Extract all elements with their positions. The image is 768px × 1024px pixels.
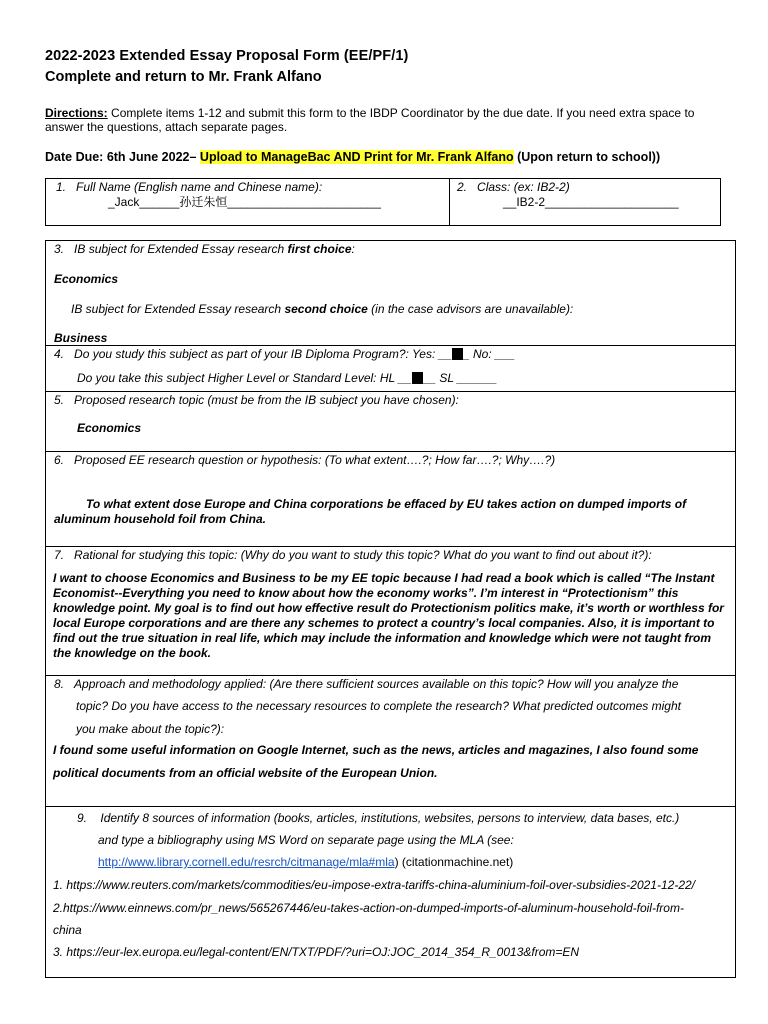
item6-label: 6. Proposed EE research question or hypothesis: (To what extent….?; How far….?; Why….?) — [54, 453, 556, 467]
research-question-line2[interactable]: aluminum household foil from China. — [54, 512, 266, 526]
item9-label-line2: and type a bibliography using MS Word on separate page using the MLA (see: — [98, 833, 514, 847]
directions — [45, 106, 735, 134]
source-2-line2[interactable]: china — [53, 923, 82, 937]
proposal-table — [45, 240, 736, 978]
yes-filled-mark[interactable] — [452, 348, 463, 360]
first-choice-value[interactable]: Economics — [54, 272, 119, 286]
item8-label-line1: 8. Approach and methodology applied: (Are there sufficient sources available on this topic? How will you analyze the — [54, 677, 679, 691]
item5-label: 5. Proposed research topic (must be from the IB subject you have chosen): — [54, 393, 459, 407]
due-date-suffix: (Upon return to school)) — [513, 150, 661, 164]
form-title: 2022-2023 Extended Essay Proposal Form (EE/PF/1) — [45, 48, 409, 64]
item7-label: 7. Rational for studying this topic: (Why do you want to study this topic? What do you want to find out about it?): — [54, 548, 652, 562]
item9-label-line1: 9. Identify 8 sources of information (books, articles, institutions, websites, persons to interview, data bases, etc.) — [77, 811, 680, 825]
class-value[interactable]: __IB2-2____________________ — [503, 195, 679, 209]
rationale-answer[interactable]: I want to choose Economics and Business to be my EE topic because I had read a book which is called “The Instant Economist--Everything you need to know about how the economy works”. I’m interest in “Protectionism” this knowledge point. My goal is to find out how effective result do Protectionism politics make, it’s worth or worthless for local Europe corporations and are there any schemes to protect a country’s local companies. Also, it is important to find out the true situation in real life, which may include the information and knowledge which were not taught from the knowledge on the book. — [53, 571, 724, 660]
full-name-value[interactable]: _Jack______孙迁朱恒_______________________ — [108, 195, 381, 209]
mla-link-after: ) (citationmachine.net) — [394, 855, 514, 869]
item2-label: Class: (ex: IB2-2) — [477, 180, 570, 194]
mla-link-row — [98, 855, 513, 870]
methodology-answer-line1[interactable]: I found some useful information on Google Internet, such as the news, articles and magazines, I also found some — [53, 743, 699, 757]
mla-link[interactable]: http://www.library.cornell.edu/resrch/citmanage/mla#mla — [98, 855, 395, 869]
research-topic-value[interactable]: Economics — [77, 421, 142, 435]
directions-label: Directions: — [45, 106, 108, 120]
item1-label-row — [56, 180, 322, 195]
second-choice-label: IB subject for Extended Essay research second choice (in the case advisors are unavailable): — [71, 302, 574, 316]
name-class-table — [45, 178, 721, 226]
due-date-highlight: Upload to ManageBac AND Print for Mr. Frank Alfano — [199, 150, 514, 164]
directions-text: Complete items 1-12 and submit this form to the IBDP Coordinator by the due date. If you need extra space to answer the questions, attach separate pages. — [45, 106, 695, 134]
source-2-line1[interactable]: 2.https://www.einnews.com/pr_news/565267446/eu-takes-action-on-dumped-imports-of-aluminum-household-foil-from- — [53, 901, 684, 915]
item3-label: 3. IB subject for Extended Essay research first choice: — [54, 242, 355, 256]
form-subtitle: Complete and return to Mr. Frank Alfano — [45, 69, 322, 85]
second-choice-value[interactable]: Business — [54, 331, 108, 345]
item2-number: 2. — [457, 180, 468, 194]
item4-q2: Do you take this subject Higher Level or Standard Level: HL __ __ SL ______ — [77, 371, 498, 385]
item4-q1: 4. Do you study this subject as part of your IB Diploma Program?: Yes: __ _ No: ___ — [54, 347, 516, 361]
research-question-line1[interactable]: To what extent dose Europe and China corporations be effaced by EU takes action on dumped imports of — [86, 497, 687, 511]
source-1[interactable]: 1. https://www.reuters.com/markets/commodities/eu-impose-extra-tariffs-china-aluminium-foil-over-subsidies-2021-12-22/ — [53, 878, 696, 892]
item8-label-line2: topic? Do you have access to the necessary resources to complete the research? What predicted outcomes might — [76, 699, 681, 713]
methodology-answer-line2[interactable]: political documents from an official website of the European Union. — [53, 766, 438, 780]
item8-label-line3: you make about the topic?): — [76, 722, 225, 736]
item1-label: Full Name (English name and Chinese name): — [76, 180, 323, 194]
item2-label-row — [457, 180, 570, 195]
source-3[interactable]: 3. https://eur-lex.europa.eu/legal-content/EN/TXT/PDF/?uri=OJ:JOC_2014_354_R_0013&from=EN — [53, 945, 580, 959]
due-date-prefix: Date Due: 6th June 2022– — [45, 150, 200, 164]
item1-number: 1. — [56, 180, 67, 194]
hl-filled-mark[interactable] — [412, 372, 423, 384]
due-date — [45, 150, 660, 164]
